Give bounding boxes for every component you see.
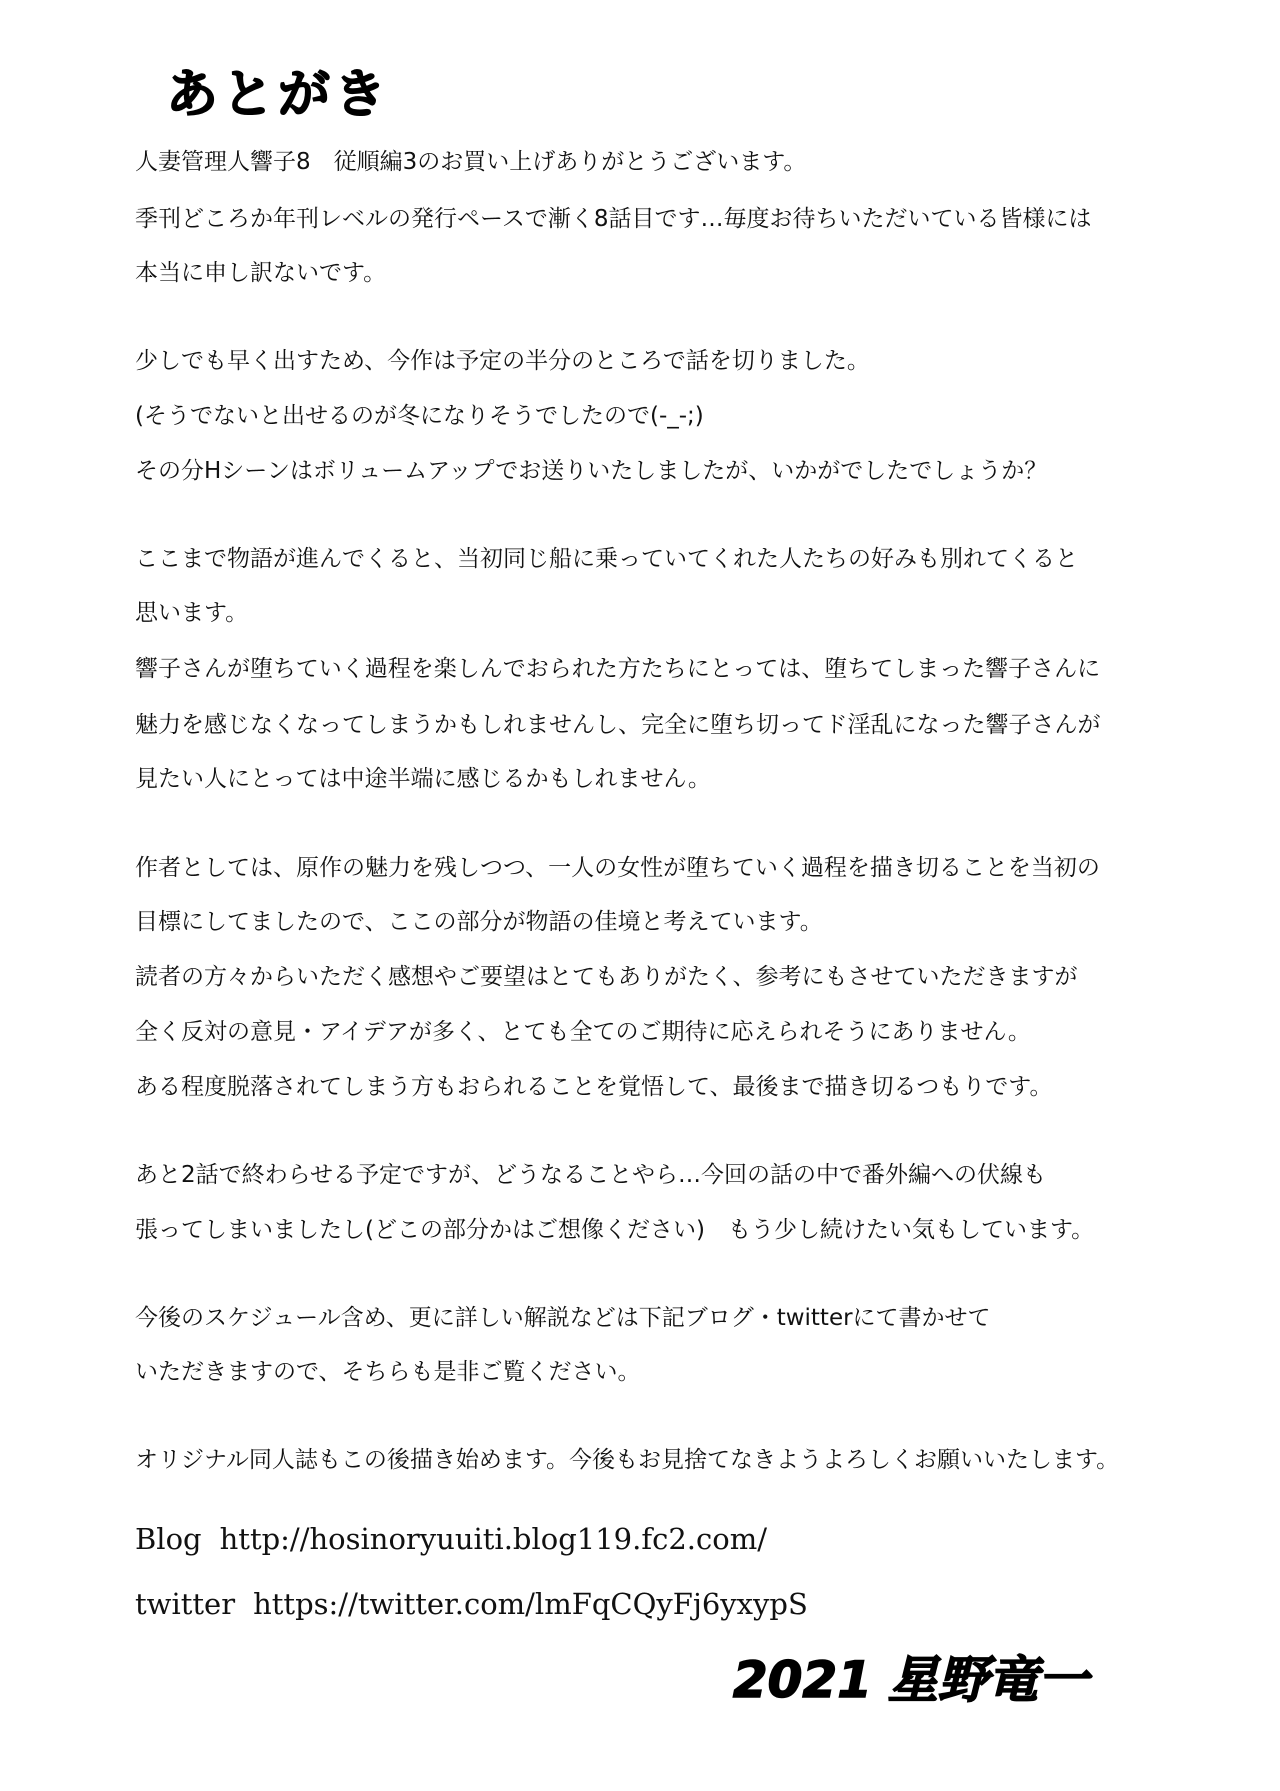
signature-year: 2021 [732, 1651, 872, 1709]
text-line: 季刊どころか年刊レベルの発行ペースで漸く8話目です…毎度お待ちいただいている皆様には [135, 206, 1092, 232]
text-line: 見たい人にとっては中途半端に感じるかもしれません。 [135, 766, 711, 792]
text-line: 魅力を感じなくなってしまうかもしれませんし、完全に堕ち切ってド淫乱になった響子さんが [135, 712, 1101, 738]
text-line: オリジナル同人誌もこの後描き始めます。今後もお見捨てなきようよろしくお願いいたします。 [135, 1447, 1120, 1473]
text-line: 全く反対の意見・アイデアが多く、とても全てのご期待に応えられそうにありません。 [135, 1019, 1031, 1045]
text-line: 作者としては、原作の魅力を残しつつ、一人の女性が堕ちていく過程を描き切ることを当初の [135, 855, 1100, 881]
text-line: 思います。 [135, 600, 249, 626]
twitter-label: twitter [135, 1587, 236, 1621]
author-signature [733, 1640, 1088, 1712]
blog-link-line [135, 1522, 767, 1556]
text-line: (そうでないと出せるのが冬になりそうでしたので(-_-;) [135, 403, 704, 429]
page-title: あとがき [166, 65, 391, 125]
blog-url-link[interactable]: http://hosinoryuuiti.blog119.fc2.com/ [219, 1522, 767, 1556]
twitter-link-line [135, 1587, 808, 1621]
text-line: 読者の方々からいただく感想やご要望はとてもありがたく、参考にもさせていただきますが [135, 964, 1078, 990]
text-line: 今後のスケジュール含め、更に詳しい解説などは下記ブログ・twitterにて書かせて [135, 1305, 991, 1331]
twitter-url-link[interactable]: https://twitter.com/lmFqCQyFj6yxypS [253, 1587, 808, 1621]
text-line: 目標にしてましたので、ここの部分が物語の佳境と考えています。 [135, 909, 823, 935]
text-line: いただきますので、そちらも是非ご覧ください。 [135, 1359, 641, 1385]
text-line: ある程度脱落されてしまう方もおられることを覚悟して、最後まで描き切るつもりです。 [135, 1074, 1053, 1100]
blog-label: Blog [135, 1522, 202, 1556]
text-line: あと2話で終わらせる予定ですが、どうなることやら…今回の話の中で番外編への伏線も [135, 1162, 1046, 1188]
text-line: 人妻管理人響子8 従順編3のお買い上げありがとうございます。 [135, 149, 807, 175]
text-line: ここまで物語が進んでくると、当初同じ船に乗っていてくれた人たちの好みも別れてくると [135, 546, 1078, 572]
text-line: その分Hシーンはボリュームアップでお送りいたしましたが、いかがでしたでしょうか？ [135, 458, 1048, 484]
text-line: 響子さんが堕ちていく過程を楽しんでおられた方たちにとっては、堕ちてしまった響子さんに [135, 656, 1101, 682]
text-line: 少しでも早く出すため、今作は予定の半分のところで話を切りました。 [135, 348, 870, 374]
text-line: 本当に申し訳ないです。 [135, 260, 387, 286]
text-line: 張ってしまいましたし(どこの部分かはご想像ください) もう少し続けたい気もしています。 [135, 1217, 1095, 1243]
signature-author: 星野竜一 [888, 1651, 1088, 1709]
